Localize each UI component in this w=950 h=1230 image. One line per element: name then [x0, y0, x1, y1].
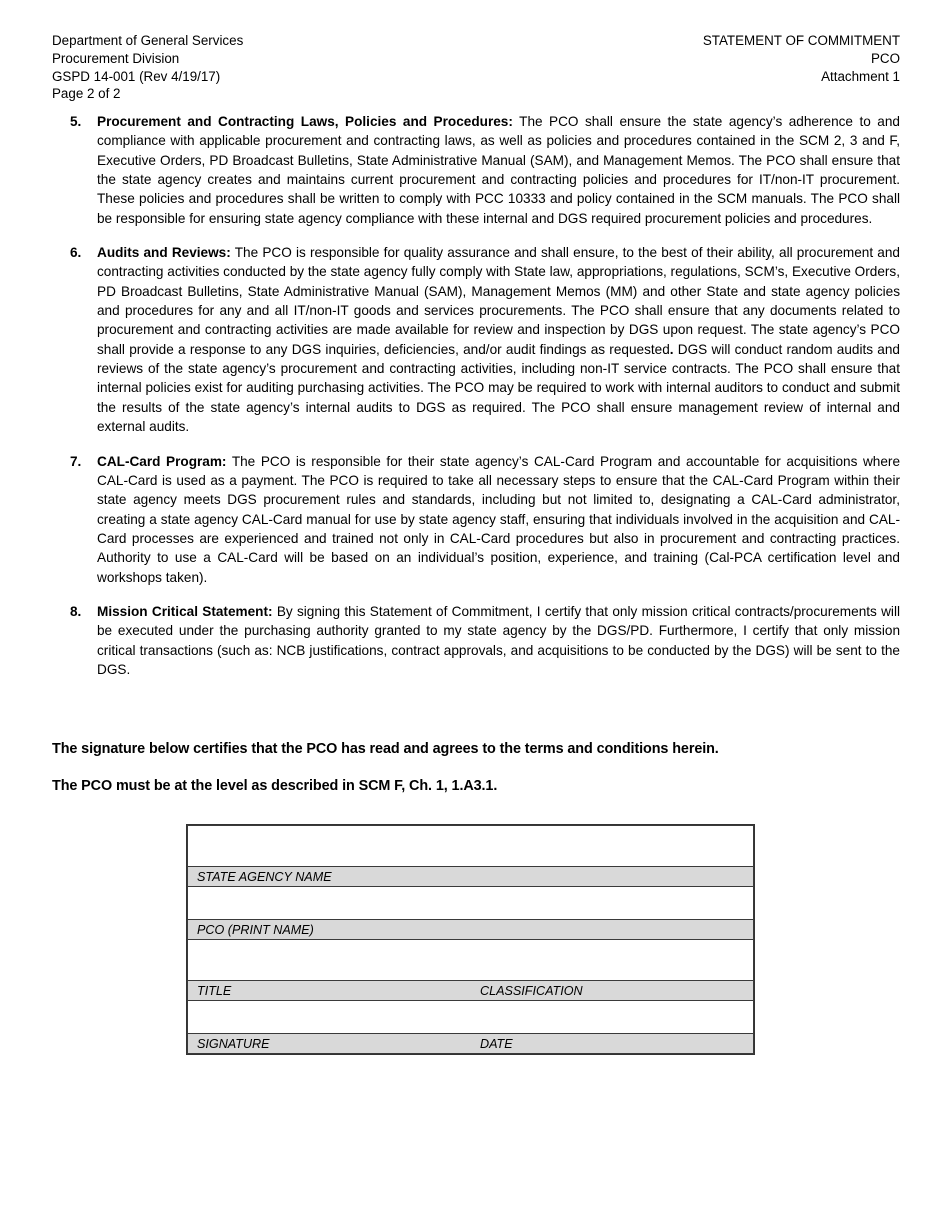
section-title-5: Procurement and Contracting Laws, Policies and Procedures:	[97, 114, 513, 129]
section-text-after-6: DGS will conduct random audits and reviews of the state agency’s procurement and contracting activities, including non-IT service contracts. The PCO shall ensure that internal policies exist for auditing purchasing activities. The PCO may be required to work with internal auditors to conduct and submit the results of the state agency’s internal audits to DGS as required. The PCO shall ensure management review of internal and external audits.	[97, 341, 900, 435]
label-wrap	[188, 1034, 753, 1053]
signature-date-input[interactable]	[188, 1001, 753, 1033]
signature-table-grid	[187, 825, 754, 1054]
pco-print-name-input[interactable]	[188, 887, 753, 919]
table-row	[188, 1001, 754, 1034]
signature-table	[186, 824, 755, 1055]
state-agency-name-label-cell	[188, 867, 754, 887]
label-title: TITLE	[197, 983, 232, 998]
header-right-line-3: Attachment 1	[821, 68, 900, 84]
label-classification: CLASSIFICATION	[480, 983, 583, 998]
title-classification-input[interactable]	[188, 940, 753, 980]
section-body-6	[97, 243, 900, 436]
section-item-8	[52, 602, 900, 679]
header-right-block	[703, 32, 900, 85]
pco-level-statement: The PCO must be at the level as described in SCM F, Ch. 1, 1.A3.1.	[52, 778, 498, 794]
title-classification-label-cell	[188, 981, 754, 1001]
label-wrap	[188, 920, 753, 939]
section-title-6: Audits and Reviews:	[97, 245, 231, 261]
table-row	[188, 940, 754, 981]
title-classification-entry-cell[interactable]	[188, 940, 754, 981]
header-right-line-2: PCO	[870, 50, 900, 66]
section-item-7	[52, 452, 900, 587]
table-row	[188, 920, 754, 940]
section-body-8	[97, 602, 900, 679]
state-agency-name-entry-cell[interactable]	[188, 826, 754, 867]
section-number-7: 7.	[70, 453, 82, 469]
pco-print-name-label-cell	[188, 920, 754, 940]
signature-table-body	[188, 826, 754, 1054]
pco-print-name-entry-cell[interactable]	[188, 887, 754, 920]
label-signature: SIGNATURE	[197, 1036, 270, 1051]
section-text-5: The PCO shall ensure the state agency’s adherence to and compliance with applicable procurement and contracting laws, as well as policies and procedures contained in the SCM 2, 3 and F, Executive Orders, PD Broadcast Bulletins, State Administrative Manual (SAM), and Management Memos. The PCO shall ensure that the state agency creates and maintains current procurement and contracting policies and procedures for IT/non-IT procurement. These policies and procedures shall be written to comply with PCC 10333 and policy contained in the SCM manuals. The PCO shall be responsible for ensuring state agency compliance with these internal and DGS required procurement policies and procedures.	[97, 114, 900, 226]
section-title-8: Mission Critical Statement:	[97, 603, 273, 619]
section-number-8: 8.	[70, 603, 82, 619]
section-title-7: CAL-Card Program:	[97, 453, 227, 469]
label-date: DATE	[480, 1036, 513, 1051]
header-left-block	[52, 32, 243, 103]
signature-certification-statement: The signature below certifies that the PCO has read and agrees to the terms and conditions herein.	[52, 741, 719, 757]
section-text-7: The PCO is responsible for their state agency’s CAL-Card Program and accountable for acquisitions where CAL-Card is used as a payment. The PCO is required to take all necessary steps to ensure that the CAL-Card Program within their state agency meets DGS procurement rules and standards, including but not limited to, designating a CAL-Card administrator, creating a state agency CAL-Card manual for use by state agency staff, ensuring that individuals involved in the acquisition and CAL-Card processes are experienced and trained not only in CAL-Card procedures but also in procurement and contracting practices. Authority to use a CAL-Card will be based on an individual’s position, experience, and training (Cal-PCA certification level and workshops taken).	[97, 453, 901, 585]
section-text-8: By signing this Statement of Commitment, I certify that only mission critical contracts/procurements will be executed under the purchasing authority granted to my state agency by the DGS/PD. Furthermore, I certify that only mission critical transactions (such as: NCB justifications, contract approvals, and acquisitions to be conducted by the DGS) will be sent to the DGS.	[97, 603, 900, 677]
header-left-line-3: GSPD 14-001 (Rev 4/19/17)	[52, 68, 221, 84]
section-bold-period-6: .	[669, 341, 674, 357]
section-number-5: 5.	[70, 114, 82, 129]
table-row	[188, 826, 754, 867]
label-wrap	[188, 981, 753, 1000]
section-body-7	[97, 452, 900, 587]
table-row	[188, 867, 754, 887]
section-item-5	[52, 112, 900, 228]
section-item-6	[52, 243, 900, 436]
section-text-6: The PCO is responsible for quality assurance and shall ensure, to the best of their ability, all procurement and contracting activities conducted by the state agency fully comply with State law, appropriations, regulations, SCM’s, Executive Orders, PD Broadcast Bulletins, State Administrative Manual (SAM), Management Memos (MM) and other State and state agency policies and procedures for any and all IT/non-IT goods and services procurements. The PCO shall ensure that any documents related to procurement and contracting activities are made available for review and inspection by DGS upon request. The state agency’s PCO shall provide a response to any DGS inquiries, deficiencies, and/or audit findings as requested	[97, 245, 900, 357]
numbered-sections	[52, 112, 900, 679]
table-row	[188, 1034, 754, 1054]
table-row	[188, 887, 754, 920]
header-left-line-2: Procurement Division	[52, 50, 180, 66]
header-left-line-4: Page 2 of 2	[52, 86, 121, 102]
signature-date-label-cell	[188, 1034, 754, 1054]
signature-date-entry-cell[interactable]	[188, 1001, 754, 1034]
header-left-line-1: Department of General Services	[52, 33, 244, 48]
header-right-line-1: STATEMENT OF COMMITMENT	[702, 33, 900, 48]
state-agency-name-input[interactable]	[188, 826, 753, 866]
document-header	[52, 32, 900, 103]
label-state-agency-name: STATE AGENCY NAME	[197, 869, 332, 884]
section-body-5	[97, 112, 900, 228]
table-row	[188, 981, 754, 1001]
label-pco-print-name: PCO (PRINT NAME)	[197, 922, 314, 937]
label-wrap	[188, 867, 753, 886]
section-number-6: 6.	[70, 245, 82, 261]
